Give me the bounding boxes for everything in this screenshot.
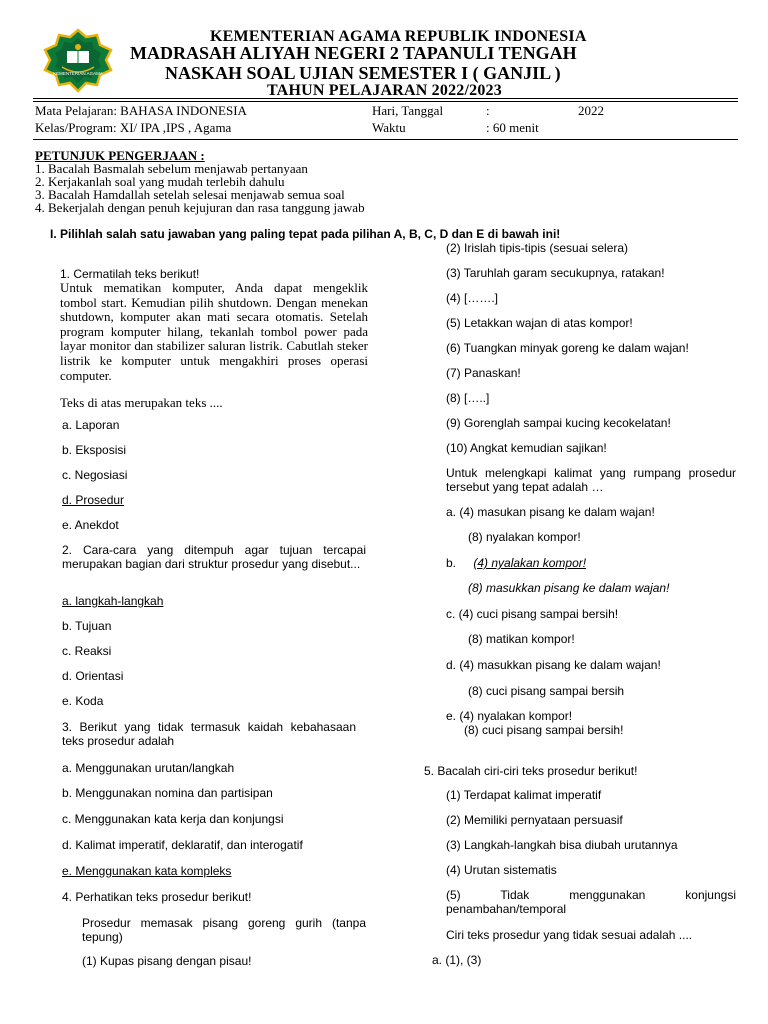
header-divider-bottom bbox=[33, 101, 738, 102]
q4-intro: 4. Perhatikan teks prosedur berikut! bbox=[62, 890, 252, 904]
day-date-colon: : bbox=[486, 103, 490, 118]
q1-option-c[interactable]: c. Negosiasi bbox=[62, 468, 128, 482]
q4-option-b-letter: b. bbox=[446, 556, 457, 570]
q4-step-3: (3) Taruhlah garam secukupnya, ratakan! bbox=[446, 266, 665, 280]
q1-option-a[interactable]: a. Laporan bbox=[62, 418, 120, 432]
q5-item-3: (3) Langkah-langkah bisa diubah urutannya bbox=[446, 838, 678, 852]
header-divider-top bbox=[33, 98, 738, 99]
q2-option-e[interactable]: e. Koda bbox=[62, 694, 104, 708]
q4-option-e[interactable]: e. (4) nyalakan kompor! bbox=[446, 709, 573, 723]
q4-question: Untuk melengkapi kalimat yang rumpang prosedur tersebut yang tepat adalah … bbox=[446, 466, 736, 494]
q4-option-b-text: (4) nyalakan kompor! bbox=[473, 556, 587, 570]
kemenag-logo-icon bbox=[38, 29, 118, 93]
school-name: MADRASAH ALIYAH NEGERI 2 TAPANULI TENGAH bbox=[130, 43, 577, 63]
q4-step-10: (10) Angkat kemudian sajikan! bbox=[446, 441, 607, 455]
q4-option-a-line2: (8) nyalakan kompor! bbox=[468, 530, 581, 544]
class-label: Kelas/Program: XI/ IPA ,IPS , Agama bbox=[35, 120, 232, 135]
q4-option-c[interactable]: c. (4) cuci pisang sampai bersih! bbox=[446, 607, 619, 621]
q4-option-d[interactable]: d. (4) masukkan pisang ke dalam wajan! bbox=[446, 658, 661, 672]
instruction-item: 3. Bacalah Hamdallah setelah selesai menjawab semua soal bbox=[35, 187, 345, 202]
q3-option-a[interactable]: a. Menggunakan urutan/langkah bbox=[62, 761, 235, 775]
q3-option-b[interactable]: b. Menggunakan nomina dan partisipan bbox=[62, 786, 273, 800]
time-label: Waktu bbox=[372, 120, 406, 135]
instruction-item: 2. Kerjakanlah soal yang mudah terlebih dahulu bbox=[35, 174, 285, 189]
exam-year-value: 2022 bbox=[578, 103, 604, 118]
q5-question: Ciri teks prosedur yang tidak sesuai adalah .... bbox=[446, 928, 693, 942]
subject-label: Mata Pelajaran: BAHASA INDONESIA bbox=[35, 103, 247, 118]
q4-step-9: (9) Gorenglah sampai kucing kecokelatan! bbox=[446, 416, 671, 430]
q2-option-b[interactable]: b. Tujuan bbox=[62, 619, 112, 633]
time-value: : 60 menit bbox=[486, 120, 539, 135]
q1-intro: 1. Cermatilah teks berikut! bbox=[60, 267, 200, 281]
q5-item-5: (5) Tidak menggunakan konjungsi penambahan/temporal bbox=[446, 888, 736, 916]
q1-option-b[interactable]: b. Eksposisi bbox=[62, 443, 127, 457]
q1-question: Teks di atas merupakan teks .... bbox=[60, 395, 223, 410]
q4-option-b[interactable] bbox=[446, 556, 586, 570]
instruction-item: 4. Bekerjalah dengan penuh kejujuran dan rasa tanggung jawab bbox=[35, 200, 365, 215]
q5-item-2: (2) Memiliki pernyataan persuasif bbox=[446, 813, 623, 827]
q3-option-e[interactable] bbox=[62, 864, 231, 878]
instructions-title: PETUNJUK PENGERJAAN : bbox=[35, 148, 205, 163]
q4-option-c-line2: (8) matikan kompor! bbox=[468, 632, 575, 646]
q4-option-a[interactable]: a. (4) masukan pisang ke dalam wajan! bbox=[446, 505, 655, 519]
meta-divider bbox=[33, 139, 738, 140]
q5-item-1: (1) Terdapat kalimat imperatif bbox=[446, 788, 602, 802]
q4-step-4-blank: (4) […….] bbox=[446, 291, 499, 305]
q4-step-8-blank: (8) […..] bbox=[446, 391, 490, 405]
q1-option-e[interactable]: e. Anekdot bbox=[62, 518, 119, 532]
q4-option-e-line2: (8) cuci pisang sampai bersih! bbox=[464, 723, 624, 737]
q3-option-e-text: e. Menggunakan kata kompleks bbox=[62, 864, 232, 878]
q2-option-a[interactable]: a. langkah-langkah bbox=[62, 594, 164, 608]
q4-option-d-line2: (8) cuci pisang sampai bersih bbox=[468, 684, 625, 698]
q1-option-d[interactable]: d. Prosedur bbox=[62, 493, 125, 507]
q4-title: Prosedur memasak pisang goreng gurih (tanpa tepung) bbox=[82, 916, 366, 944]
logo-text: KEMENTERIAN AGAMA bbox=[53, 71, 103, 76]
q4-step-1: (1) Kupas pisang dengan pisau! bbox=[82, 954, 252, 968]
q1-passage: Untuk mematikan komputer, Anda dapat mengeklik tombol start. Kemudian pilih shutdown. Dengan menekan shutdown, komputer akan mati secara otomatis. Setelah program komputer hilang, tekanlah tombol power pada layar monitor dan stabilizer saluran listrik. Cabutlah steker listrik ke komputer untuk mengakhiri proses operasi computer. bbox=[60, 280, 368, 383]
ministry-title: KEMENTERIAN AGAMA REPUBLIK INDONESIA bbox=[210, 28, 587, 45]
q4-step-2: (2) Irislah tipis-tipis (sesuai selera) bbox=[446, 241, 629, 255]
q5-option-a[interactable]: a. (1), (3) bbox=[432, 953, 482, 967]
q3-stem: 3. Berikut yang tidak termasuk kaidah kebahasaan teks prosedur adalah bbox=[62, 720, 356, 748]
q3-option-d[interactable]: d. Kalimat imperatif, deklaratif, dan interogatif bbox=[62, 838, 303, 852]
q3-option-c[interactable]: c. Menggunakan kata kerja dan konjungsi bbox=[62, 812, 284, 826]
q4-step-7: (7) Panaskan! bbox=[446, 366, 521, 380]
q2-stem: 2. Cara-cara yang ditempuh agar tujuan tercapai merupakan bagian dari struktur prosedur yang disebut... bbox=[62, 543, 366, 571]
q4-step-5: (5) Letakkan wajan di atas kompor! bbox=[446, 316, 633, 330]
instruction-item: 1. Bacalah Basmalah sebelum menjawab pertanyaan bbox=[35, 161, 308, 176]
q5-intro: 5. Bacalah ciri-ciri teks prosedur berikut! bbox=[424, 764, 638, 778]
q2-option-d[interactable]: d. Orientasi bbox=[62, 669, 124, 683]
q4-step-6: (6) Tuangkan minyak goreng ke dalam wajan! bbox=[446, 341, 689, 355]
section-title: I. Pilihlah salah satu jawaban yang paling tepat pada pilihan A, B, C, D dan E di bawah ini! bbox=[50, 227, 561, 241]
q5-item-4: (4) Urutan sistematis bbox=[446, 863, 557, 877]
day-date-label: Hari, Tanggal bbox=[372, 103, 444, 118]
academic-year: TAHUN PELAJARAN 2022/2023 bbox=[267, 82, 502, 99]
exam-title: NASKAH SOAL UJIAN SEMESTER I ( GANJIL ) bbox=[165, 63, 561, 83]
q4-option-b-line2: (8) masukkan pisang ke dalam wajan! bbox=[468, 581, 670, 595]
q2-option-c[interactable]: c. Reaksi bbox=[62, 644, 112, 658]
